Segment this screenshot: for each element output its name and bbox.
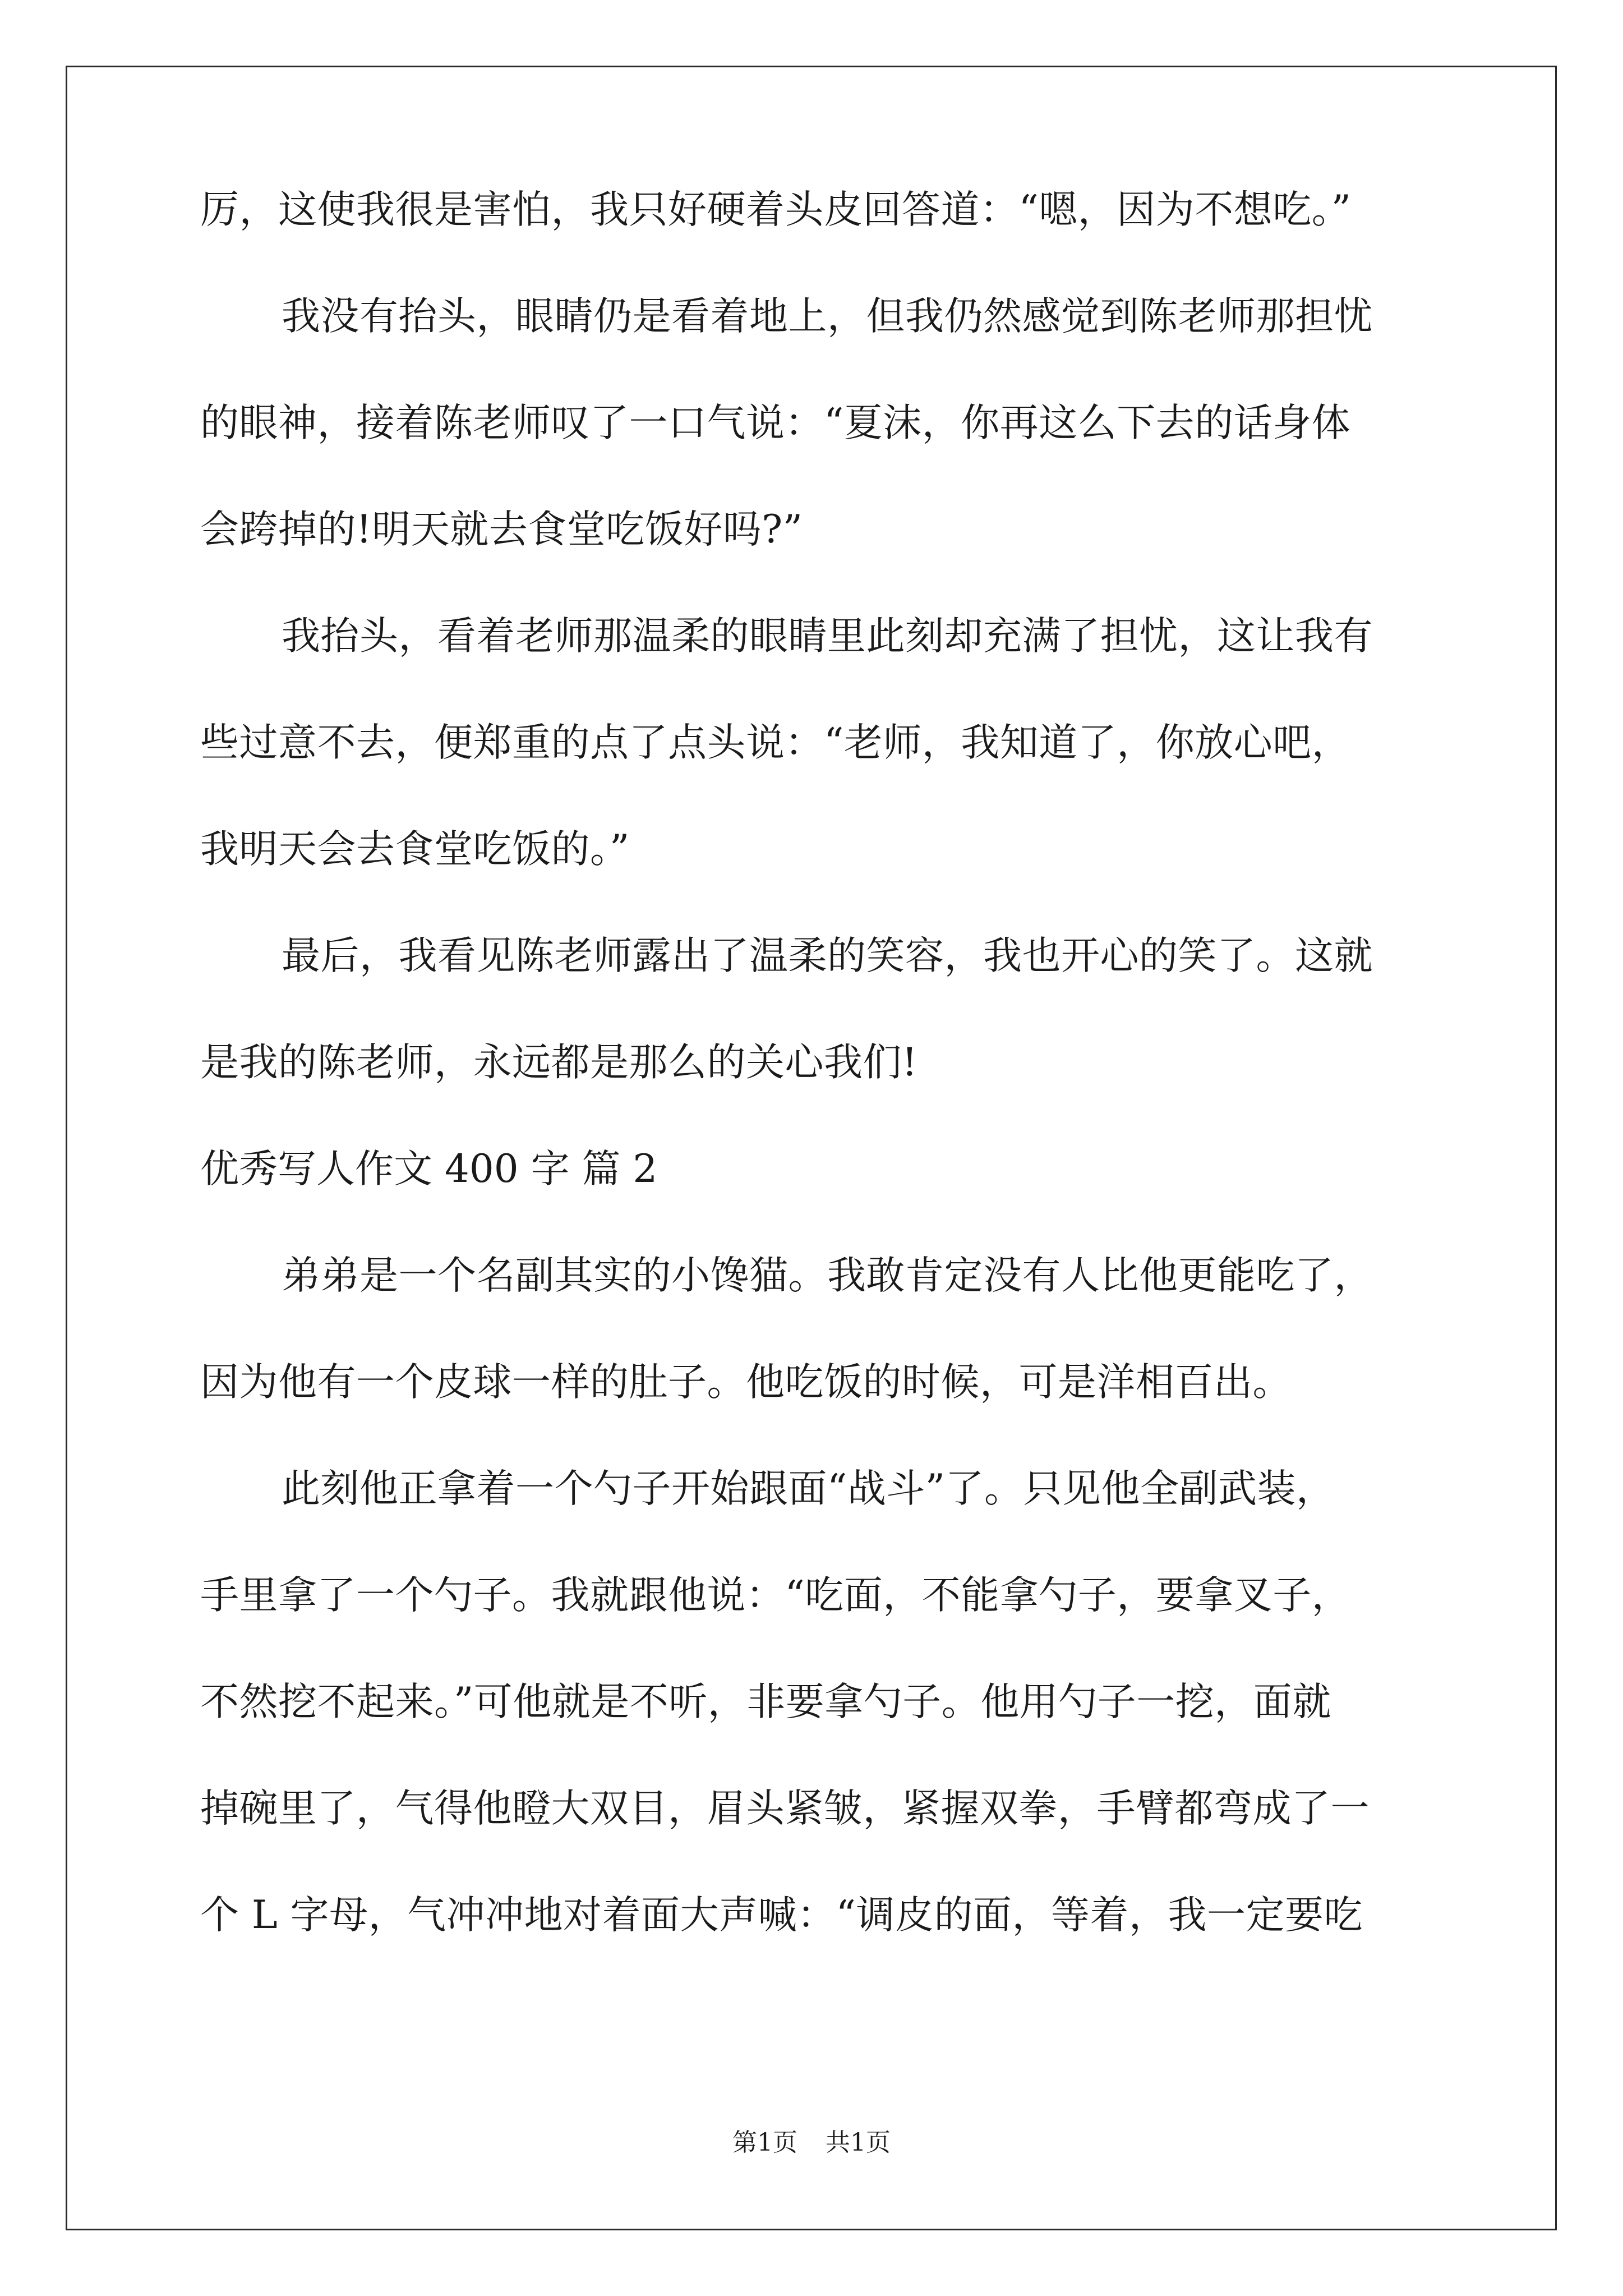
paragraph-start-line: 我没有抬头，眼睛仍是看着地上，但我仍然感觉到陈老师那担忧 bbox=[282, 294, 1373, 339]
text-line: 我明天会去食堂吃饭的。” bbox=[200, 827, 630, 872]
paragraph-start-line: 此刻他正拿着一个勺子开始跟面“战斗”了。只见他全副武装， bbox=[282, 1466, 1335, 1511]
text-line: 不然挖不起来。”可他就是不听，非要拿勺子。他用勺子一挖，面就 bbox=[200, 1680, 1331, 1724]
text-line: 手里拿了一个勺子。我就跟他说：“吃面，不能拿勺子，要拿叉子， bbox=[200, 1573, 1351, 1618]
document-body bbox=[200, 187, 1434, 2003]
paragraph-start-line: 弟弟是一个名副其实的小馋猫。我敢肯定没有人比他更能吃了， bbox=[282, 1253, 1373, 1298]
text-line: 厉，这使我很是害怕，我只好硬着头皮回答道：“嗯，因为不想吃。” bbox=[200, 187, 1352, 232]
page-footer bbox=[0, 2128, 1623, 2157]
text-line: 些过意不去，便郑重的点了点头说：“老师，我知道了，你放心吧， bbox=[200, 720, 1351, 765]
paragraph-start-line: 最后，我看见陈老师露出了温柔的笑容，我也开心的笑了。这就 bbox=[282, 933, 1373, 978]
text-line: 掉碗里了，气得他瞪大双目，眉头紧皱，紧握双拳，手臂都弯成了一 bbox=[200, 1786, 1370, 1831]
text-line: 会跨掉的!明天就去食堂吃饭好吗?” bbox=[200, 507, 803, 552]
section-heading: 优秀写人作文 400 字 篇 2 bbox=[200, 1147, 658, 1191]
page-total: 共1页 bbox=[826, 2128, 891, 2157]
text-line: 的眼神，接着陈老师叹了一口气说：“夏沫，你再这么下去的话身体 bbox=[200, 401, 1351, 445]
text-line: 个 L 字母，气冲冲地对着面大声喊：“调皮的面，等着，我一定要吃 bbox=[200, 1893, 1363, 1938]
text-line: 是我的陈老师，永远都是那么的关心我们! bbox=[200, 1040, 918, 1085]
text-line: 因为他有一个皮球一样的肚子。他吃饭的时候，可是洋相百出。 bbox=[200, 1360, 1292, 1405]
paragraph-start-line: 我抬头，看着老师那温柔的眼睛里此刻却充满了担忧，这让我有 bbox=[282, 614, 1373, 659]
page-number: 第1页 bbox=[732, 2128, 797, 2157]
